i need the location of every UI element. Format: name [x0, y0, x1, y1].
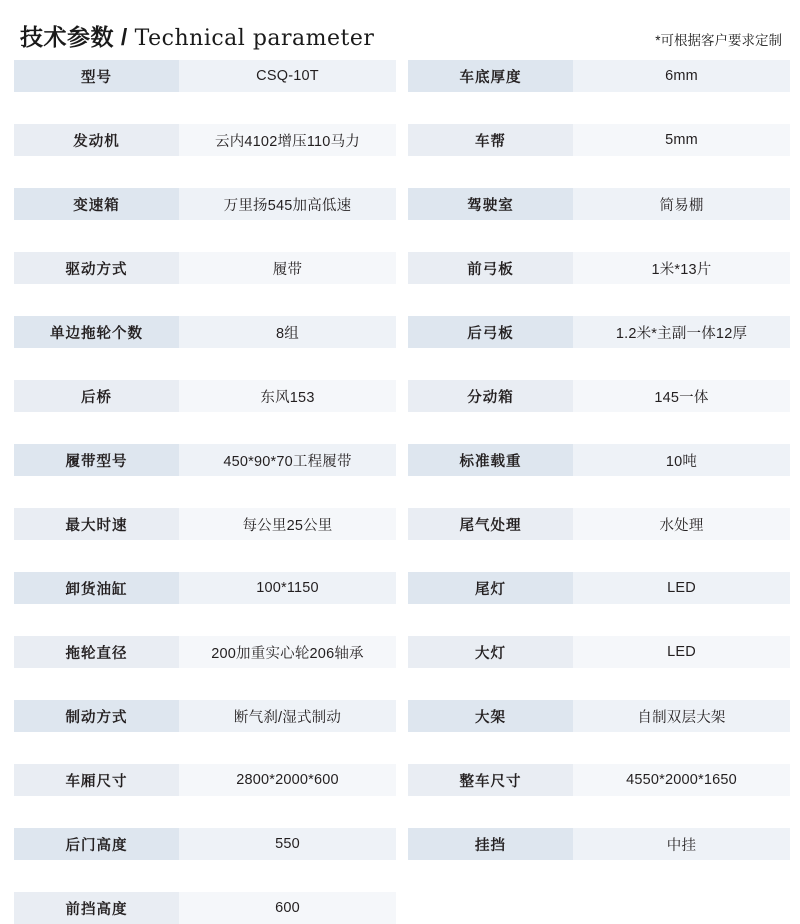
row-spacer-cell [573, 348, 790, 380]
table-row [408, 636, 790, 668]
table-row [14, 380, 396, 412]
row-spacer-cell [14, 220, 179, 252]
spec-label: 尾灯 [408, 572, 573, 604]
spec-value: 每公里25公里 [179, 508, 396, 540]
row-spacer-cell [179, 412, 396, 444]
spec-value: 中挂 [573, 828, 790, 860]
spec-value: 云内4102增压110马力 [179, 124, 396, 156]
spec-label-empty [408, 892, 573, 924]
row-spacer [408, 220, 790, 252]
row-spacer-cell [179, 220, 396, 252]
spec-value: 2800*2000*600 [179, 764, 396, 796]
spec-value: LED [573, 636, 790, 668]
spec-value: 1米*13片 [573, 252, 790, 284]
row-spacer [408, 284, 790, 316]
spec-value: 万里扬545加高低速 [179, 188, 396, 220]
row-spacer-cell [573, 92, 790, 124]
table-row [14, 252, 396, 284]
row-spacer [408, 860, 790, 892]
row-spacer-cell [573, 412, 790, 444]
table-row [408, 380, 790, 412]
spec-label: 履带型号 [14, 444, 179, 476]
row-spacer [14, 412, 396, 444]
spec-label: 发动机 [14, 124, 179, 156]
spec-label: 后门高度 [14, 828, 179, 860]
table-row [408, 124, 790, 156]
spec-label: 单边拖轮个数 [14, 316, 179, 348]
table-row [14, 764, 396, 796]
spec-label: 整车尺寸 [408, 764, 573, 796]
table-row [14, 572, 396, 604]
spec-label: 大架 [408, 700, 573, 732]
row-spacer-cell [573, 732, 790, 764]
spec-value: 东风153 [179, 380, 396, 412]
left-spec-table [14, 60, 396, 924]
spec-label: 车帮 [408, 124, 573, 156]
spec-value: 6mm [573, 60, 790, 92]
spec-label: 后桥 [14, 380, 179, 412]
row-spacer [14, 860, 396, 892]
row-spacer [14, 220, 396, 252]
row-spacer-cell [573, 156, 790, 188]
spec-value: LED [573, 572, 790, 604]
row-spacer-cell [179, 668, 396, 700]
spec-value-empty [573, 892, 790, 924]
spec-value: 水处理 [573, 508, 790, 540]
table-row [14, 60, 396, 92]
table-row [408, 700, 790, 732]
spec-value: 1.2米*主副一体12厚 [573, 316, 790, 348]
table-row [14, 444, 396, 476]
row-spacer [14, 540, 396, 572]
row-spacer [14, 156, 396, 188]
row-spacer-cell [408, 860, 573, 892]
row-spacer [408, 476, 790, 508]
customization-note: *可根据客户要求定制 [655, 33, 782, 48]
table-row [408, 60, 790, 92]
spec-label: 拖轮直径 [14, 636, 179, 668]
spec-label: 大灯 [408, 636, 573, 668]
row-spacer [14, 476, 396, 508]
spec-value: 履带 [179, 252, 396, 284]
row-spacer [408, 796, 790, 828]
spec-label: 制动方式 [14, 700, 179, 732]
table-row [14, 636, 396, 668]
row-spacer [14, 284, 396, 316]
spec-label: 变速箱 [14, 188, 179, 220]
spec-value: 200加重实心轮206轴承 [179, 636, 396, 668]
row-spacer [14, 732, 396, 764]
table-row [14, 828, 396, 860]
row-spacer-cell [573, 540, 790, 572]
spec-label: 后弓板 [408, 316, 573, 348]
table-row [408, 188, 790, 220]
spec-value: 8组 [179, 316, 396, 348]
row-spacer [14, 92, 396, 124]
row-spacer-cell [573, 668, 790, 700]
row-spacer [408, 156, 790, 188]
row-spacer [408, 348, 790, 380]
spec-value: 550 [179, 828, 396, 860]
row-spacer-cell [573, 604, 790, 636]
table-row [408, 764, 790, 796]
row-spacer-cell [179, 860, 396, 892]
row-spacer-cell [14, 540, 179, 572]
spec-value: 600 [179, 892, 396, 924]
row-spacer-cell [408, 156, 573, 188]
spec-label: 挂挡 [408, 828, 573, 860]
row-spacer-cell [573, 860, 790, 892]
spec-value: CSQ-10T [179, 60, 396, 92]
row-spacer-cell [14, 412, 179, 444]
row-spacer-cell [14, 348, 179, 380]
row-spacer-cell [408, 476, 573, 508]
row-spacer [14, 668, 396, 700]
row-spacer-cell [408, 604, 573, 636]
spec-value: 断气刹/湿式制动 [179, 700, 396, 732]
row-spacer-cell [179, 604, 396, 636]
row-spacer-cell [14, 732, 179, 764]
spec-label: 标准载重 [408, 444, 573, 476]
row-spacer-cell [14, 796, 179, 828]
row-spacer-cell [408, 220, 573, 252]
spec-label: 最大时速 [14, 508, 179, 540]
row-spacer-cell [179, 348, 396, 380]
spec-value: 自制双层大架 [573, 700, 790, 732]
spec-value: 145一体 [573, 380, 790, 412]
spec-value: 5mm [573, 124, 790, 156]
row-spacer [14, 604, 396, 636]
spec-label: 车厢尺寸 [14, 764, 179, 796]
spec-label: 分动箱 [408, 380, 573, 412]
row-spacer-cell [14, 476, 179, 508]
table-row [14, 508, 396, 540]
row-spacer [408, 668, 790, 700]
table-row [14, 124, 396, 156]
row-spacer [408, 540, 790, 572]
spec-label: 尾气处理 [408, 508, 573, 540]
table-row [14, 188, 396, 220]
spec-value: 450*90*70工程履带 [179, 444, 396, 476]
row-spacer-cell [573, 220, 790, 252]
spec-value: 4550*2000*1650 [573, 764, 790, 796]
table-row [408, 508, 790, 540]
row-spacer [408, 92, 790, 124]
spec-value: 100*1150 [179, 572, 396, 604]
row-spacer-cell [408, 668, 573, 700]
spec-value: 10吨 [573, 444, 790, 476]
row-spacer [14, 796, 396, 828]
table-row [408, 252, 790, 284]
table-row [14, 700, 396, 732]
spec-label: 卸货油缸 [14, 572, 179, 604]
row-spacer [408, 604, 790, 636]
page-header [14, 12, 786, 52]
row-spacer-cell [14, 284, 179, 316]
spec-label: 前弓板 [408, 252, 573, 284]
row-spacer-cell [408, 796, 573, 828]
row-spacer-cell [179, 732, 396, 764]
row-spacer-cell [408, 284, 573, 316]
row-spacer-cell [14, 156, 179, 188]
row-spacer-cell [573, 476, 790, 508]
spec-label: 型号 [14, 60, 179, 92]
page-title-en: Technical parameter [134, 26, 375, 51]
table-row-empty [408, 892, 790, 924]
spec-label: 前挡高度 [14, 892, 179, 924]
page-title-separator: / [114, 24, 135, 50]
page-title-cn: 技术参数 [20, 24, 114, 50]
spec-tables [14, 60, 786, 924]
spec-value: 简易棚 [573, 188, 790, 220]
row-spacer-cell [408, 412, 573, 444]
page-title [20, 19, 374, 52]
row-spacer-cell [408, 540, 573, 572]
row-spacer-cell [179, 92, 396, 124]
table-row [14, 892, 396, 924]
row-spacer-cell [573, 284, 790, 316]
row-spacer-cell [14, 668, 179, 700]
table-row [408, 572, 790, 604]
right-spec-table [408, 60, 790, 924]
spec-label: 驱动方式 [14, 252, 179, 284]
row-spacer-cell [14, 860, 179, 892]
table-row [408, 444, 790, 476]
table-row [14, 316, 396, 348]
row-spacer-cell [179, 540, 396, 572]
row-spacer-cell [408, 92, 573, 124]
spec-label: 驾驶室 [408, 188, 573, 220]
row-spacer-cell [408, 732, 573, 764]
row-spacer-cell [179, 156, 396, 188]
table-row [408, 828, 790, 860]
row-spacer [408, 732, 790, 764]
row-spacer-cell [179, 796, 396, 828]
row-spacer-cell [179, 284, 396, 316]
row-spacer-cell [14, 604, 179, 636]
row-spacer [408, 412, 790, 444]
row-spacer [14, 348, 396, 380]
spec-label: 车底厚度 [408, 60, 573, 92]
row-spacer-cell [573, 796, 790, 828]
table-row [408, 316, 790, 348]
row-spacer-cell [14, 92, 179, 124]
row-spacer-cell [179, 476, 396, 508]
row-spacer-cell [408, 348, 573, 380]
